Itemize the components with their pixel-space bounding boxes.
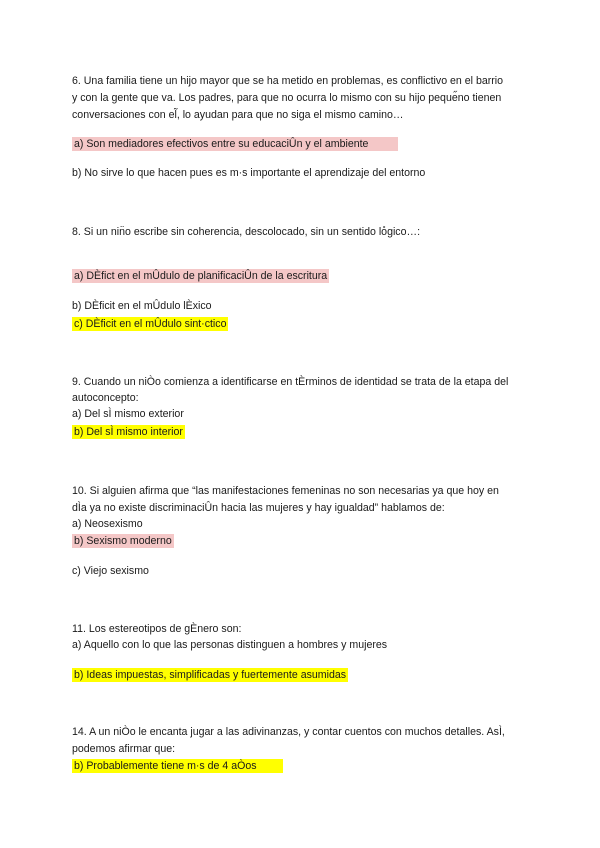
q6-answer-a-text: a) Son mediadores efectivos entre su educaciÛn y el ambiente: [72, 137, 398, 151]
q8-answer-a-text: a) DÈfict en el mÛdulo de planificaciÛn de la escritura: [74, 270, 328, 282]
q9-stem-line2: autoconcepto:: [72, 392, 139, 404]
q11-answer-a: a) Aquello con lo que las personas distinguen a hombres y mujeres: [72, 639, 388, 651]
q10-stem-line2: dÌa ya no existe discriminaciÛn hacia las mujeres y hay igualdad” hablamos de:: [72, 502, 445, 514]
q6-stem-line3: conversaciones con el̃, lo ayudan para que no siga el mismo camino…: [72, 109, 404, 121]
q11-answer-b: [72, 668, 348, 682]
q14-stem-line2: podemos afirmar que:: [72, 743, 176, 755]
q10-answer-c: c) Viejo sexismo: [72, 565, 149, 577]
q9-answer-b: [72, 425, 185, 439]
q6-answer-a: [72, 137, 398, 151]
q6-stem-line2: y con la gente que va. Los padres, para que no ocurra lo mismo con su hijo peque̋no tienen: [72, 92, 502, 104]
q11-answer-b-text: b) Ideas impuestas, simplificadas y fuertemente asumidas: [74, 669, 347, 681]
q14-stem-line1: 14. A un niÒo le encanta jugar a las adivinanzas, y contar cuentos con muchos detalles. AsÌ,: [72, 726, 505, 738]
q8-answer-b: b) DÈficit en el mÛdulo lÈxico: [72, 300, 212, 312]
q8-answer-c: [72, 317, 228, 331]
q9-answer-a: a) Del sÌ mismo exterior: [72, 408, 184, 420]
q9-stem-line1: 9. Cuando un niÒo comienza a identificarse en tÈrminos de identidad se trata de la etapa del: [72, 376, 509, 388]
q14-answer-b: [72, 759, 283, 773]
q10-answer-b-text: b) Sexismo moderno: [74, 535, 172, 547]
q6-answer-b: b) No sirve lo que hacen pues es m·s importante el aprendizaje del entorno: [72, 167, 426, 179]
q14-answer-b-text: b) Probablemente tiene m·s de 4 aÒos: [72, 759, 283, 773]
q10-answer-b: [72, 534, 174, 548]
q9-answer-b-text: b) Del sÌ mismo interior: [74, 426, 183, 438]
q10-stem-line1: 10. Si alguien afirma que “las manifestaciones femeninas no son necesarias ya que hoy en: [72, 485, 499, 497]
q6-stem-line1: 6. Una familia tiene un hijo mayor que se ha metido en problemas, es conflictivo en el barrio: [72, 75, 504, 87]
q8-stem: 8. Si un nin̈o escribe sin coherencia, descolocado, sin un sentido lo̊gico…:: [72, 226, 421, 238]
q10-answer-a: a) Neosexismo: [72, 518, 143, 530]
q11-stem: 11. Los estereotipos de gÈnero son:: [72, 623, 242, 635]
q8-answer-a: [72, 269, 329, 283]
q8-answer-c-text: c) DÈficit en el mÛdulo sint·ctico: [74, 318, 227, 330]
